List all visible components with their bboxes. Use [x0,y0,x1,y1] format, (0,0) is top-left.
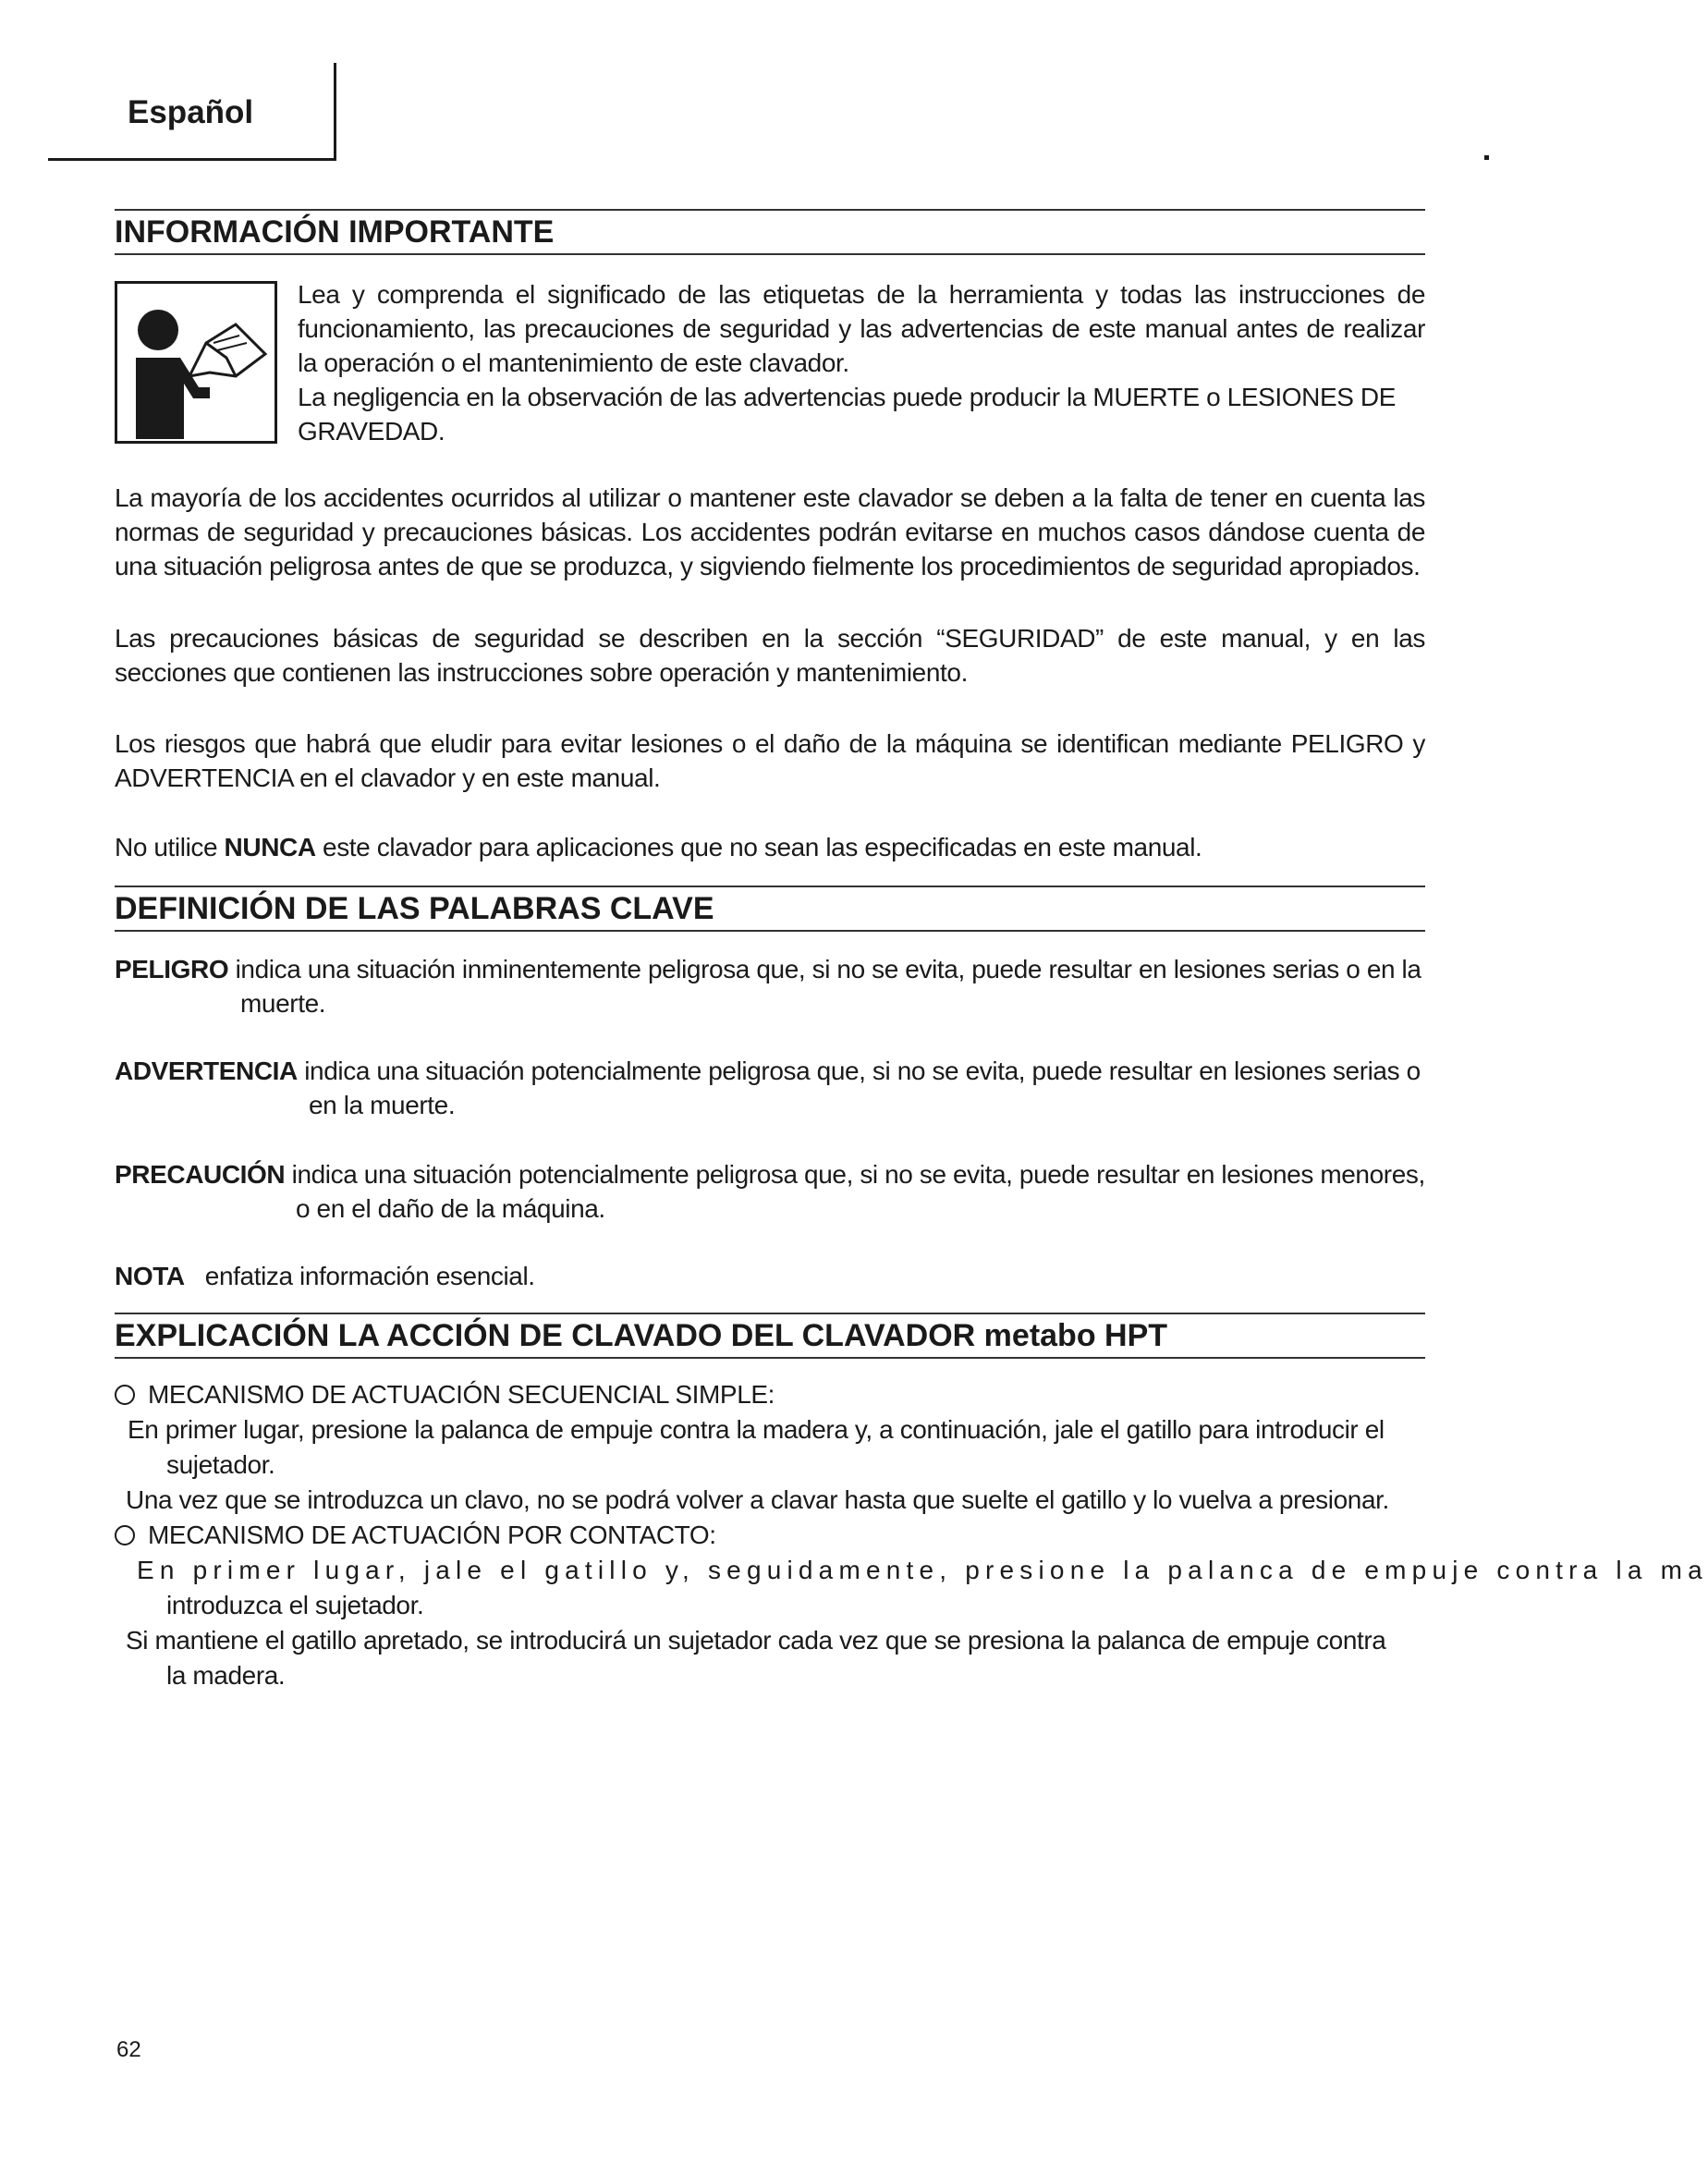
page-number: 62 [116,2037,141,2062]
circle-bullet-icon [115,1525,135,1545]
section-title-explanation: EXPLICACIÓN LA ACCIÓN DE CLAVADO DEL CLAVADOR metabo HPT [115,1318,1168,1353]
sequential-heading: MECANISMO DE ACTUACIÓN SECUENCIAL SIMPLE: [115,1377,775,1411]
sequential-line-1: En primer lugar, presione la palanca de empuje contra la madera y, a continuación, jale el gatillo para introducir el [128,1415,1385,1444]
definition-term: NOTA [115,1262,185,1290]
contact-line-4: la madera. [166,1661,286,1690]
intro-warning: La negligencia en la observación de las advertencias puede producir la MUERTE o LESIONES DE GRAVEDAD. [298,383,1396,446]
never-emphasis: NUNCA [224,833,316,861]
definition-nota: NOTA enfatiza información esencial. [115,1262,535,1290]
language-label: Español [128,94,254,130]
paragraph-precautions: Las precauciones básicas de seguridad se describen en la sección “SEGURIDAD” de este manual, y en las secciones que contienen las instrucciones sobre operación y mantenimiento. [115,624,1425,687]
contact-line-1: En primer lugar, jale el gatillo y, seguidamente, presione la palanca de empuje contra la ma [137,1556,1708,1584]
definition-term: ADVERTENCIA [115,1057,298,1085]
section-definitions-header [115,886,1425,932]
language-tab [48,63,336,161]
definition-term: PELIGRO [115,955,229,983]
section-title-definitions: DEFINICIÓN DE LAS PALABRAS CLAVE [115,891,714,926]
contact-heading: MECANISMO DE ACTUACIÓN POR CONTACTO: [115,1518,716,1552]
section-important-header [115,209,1425,255]
intro-paragraph: Lea y comprenda el significado de las etiquetas de la herramienta y todas las instrucciones de funcionamiento, las precauciones de seguridad y las advertencias de este manual antes de realizar la operación o el mantenimiento de este clavador. [298,280,1425,377]
paragraph-never: No utilice NUNCA este clavador para aplicaciones que no sean las especificadas en este manual. [115,833,1202,861]
stray-dot [1484,155,1489,160]
paragraph-risks: Los riesgos que habrá que eludir para evitar lesiones o el daño de la máquina se identifican mediante PELIGRO y ADVERTENCIA en el clavador y en este manual. [115,729,1425,792]
sequential-line-2: sujetador. [166,1450,275,1479]
intro-text [298,277,1425,448]
read-manual-icon [115,281,277,444]
paragraph-accidents: La mayoría de los accidentes ocurridos al utilizar o mantener este clavador se deben a la falta de tener en cuenta las normas de seguridad y precauciones básicas. Los accidentes podrán evitarse en muchos casos dándose cuenta de una situación peligrosa antes de que se produzca, y sigviendo fielmente los procedimientos de seguridad apropiados. [115,483,1425,580]
sequential-line-3: Una vez que se introduzca un clavo, no se podrá volver a clavar hasta que suelte el gatillo y lo vuelva a presionar. [126,1485,1389,1514]
definition-peligro: PELIGRO indica una situación inminentemente peligrosa que, si no se evita, puede resultar en lesiones serias o en la muerte. [115,955,1421,1018]
definition-advertencia: ADVERTENCIA indica una situación potencialmente peligrosa que, si no se evita, puede resultar en lesiones serias o en la muerte. [115,1057,1421,1119]
contact-line-2: introduzca el sujetador. [166,1591,424,1619]
circle-bullet-icon [115,1385,135,1405]
section-explanation-header [115,1313,1425,1359]
section-title-important: INFORMACIÓN IMPORTANTE [115,214,555,250]
contact-line-3: Si mantiene el gatillo apretado, se introducirá un sujetador cada vez que se presiona la palanca de empuje contra [126,1626,1386,1655]
definition-precaucion: PRECAUCIÓN indica una situación potencialmente peligrosa que, si no se evita, puede resultar en lesiones menores, o en el daño de la máquina. [115,1160,1425,1223]
definition-term: PRECAUCIÓN [115,1160,286,1189]
